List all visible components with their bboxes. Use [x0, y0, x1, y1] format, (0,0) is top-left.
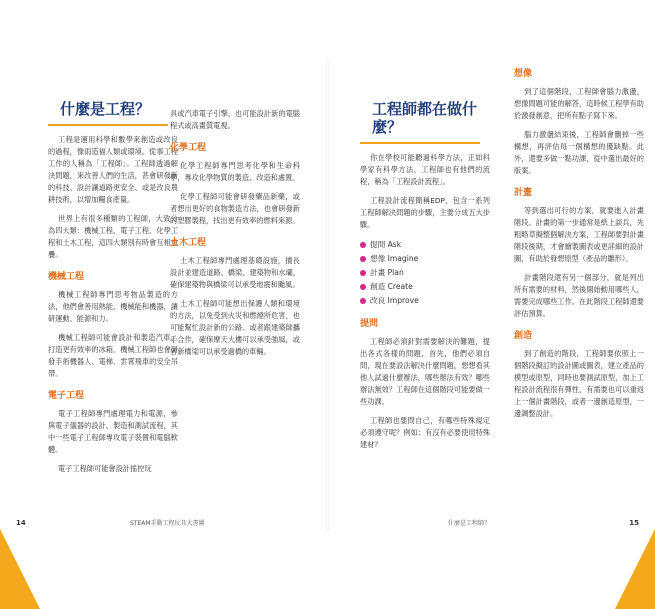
page-number: 15 [629, 519, 639, 527]
left-column-2 [170, 108, 300, 365]
step-label: 改良 Improve [370, 296, 419, 305]
section-heading: 想像 [514, 69, 533, 79]
section-heading: 土木工程 [170, 238, 207, 248]
running-footer: STEAM手動工程玩具大書圖 [130, 520, 205, 527]
step-label: 提問 Ask [370, 240, 402, 249]
paragraph: 腦力激盪結束後，工程師會刪掉一些構想，再評估每一個構想的優缺點。此外，還要多做一點功課，從中選出最好的版案。 [514, 130, 644, 175]
paragraph: 具或汽車電子引擎，也可能設計新的電腦程式或高畫質電視。 [170, 109, 300, 130]
corner-decoration [595, 469, 655, 609]
section-heading: 電子工程 [48, 391, 85, 401]
list-item [360, 280, 490, 294]
right-page [328, 0, 655, 609]
section-heading: 提問 [360, 319, 379, 329]
paragraph: 機械工程師專門思考物品製造的方法，他們會善用熱能、機械能和機器，讓研運動、能源和力。 [48, 290, 178, 323]
list-item [360, 238, 490, 252]
paragraph: 土木工程師專門處理基礎設施，擅長設計並建造道路、橋梁、建築物和水壩，確保建築物與橋梁可以承受地震和颱風。 [170, 256, 300, 289]
bullet-icon [360, 298, 366, 304]
title-underline [48, 124, 168, 126]
section-heading: 創造 [514, 331, 533, 341]
bullet-icon [360, 284, 366, 290]
paragraph: 化學工程師可能會研發藥品新藥，或者想出更好的食物製造方法，也會研發新的塑膠製程，找出更有效率的燃料來源。 [170, 192, 300, 225]
step-label: 創造 Create [370, 282, 413, 291]
page-title: 工程師都在做什麼？ [372, 100, 478, 136]
paragraph: 到了這個階段，工程師會腦力激盪，想像問題可能的解答，這時候工程學有助於激發創意，把所有點子寫下來。 [514, 87, 644, 120]
paragraph: 工程是運用科學和數學來創造或改良的過程，像雨造福人類或環境。從事工程工作的人稱為「工程師」。工程師透過解決問題，來改善人們的生活，甚會研發新的科技、設計讓道路更安全、或是改良農耕技術，以增加糧食產量。 [48, 135, 178, 204]
paragraph: 計畫階段還有另一個部分，就是列出所有需要的材料，然後開始動用哪些人，需要完成哪些工作。在此階段工程師還要評估預算。 [514, 273, 644, 318]
right-column-2 [514, 68, 644, 427]
paragraph: 電子工程師專門處理電力和電源，參與電子儀器的設計、製造和測試流程，其中一些電子工程師專攻電子裝置和電腦軟體。 [48, 409, 178, 454]
bullet-icon [360, 256, 366, 262]
right-column-1 [360, 100, 490, 458]
paragraph: 土木工程師可能想出保護人類和環境的方法，以免受到火災和燃燒所危害，也可能幫忙設計新的公路、或者跟建築師攜手合作，確保摩天大樓可以承受強風，或者新橋梁可以承受過橋的車輛。 [170, 299, 300, 356]
step-label: 想像 Imagine [370, 254, 419, 263]
left-page [0, 0, 327, 609]
paragraph: 化學工程師專門思考化學和生命科學，專攻化學物質的製造、改造和處置。 [170, 161, 300, 182]
paragraph: 你在學校可能聽過科學方法，正如科學家有科學方法，工程師也有他們的流程，稱為「工程設計流程」。 [360, 153, 490, 186]
paragraph: 工程師也要問自己，有哪些特殊規定必須遵守呢？例如：有沒有必要使用特殊建材？ [360, 416, 490, 449]
page-number: 14 [16, 519, 26, 527]
paragraph: 到了創造的階段，工程師要依照上一個階段擬訂的設計圖或圖表，建立產品的模型或原型，同時也要測試原型，加上工程設計流程很有彈性，有需要也可以重返上一個計畫階段，或者一邊創造原型，一邊調整設計。 [514, 349, 644, 418]
design-steps-list [360, 238, 490, 308]
section-heading: 計畫 [514, 188, 533, 198]
paragraph: 工程設計流程簡稱EDP，包含一系列工程師解決問題的步驟，主要分成五大步驟。 [360, 196, 490, 229]
bullet-icon [360, 242, 366, 248]
list-item [360, 252, 490, 266]
list-item [360, 294, 490, 308]
page-title: 什麼是工程？ [60, 100, 151, 118]
title-underline [360, 142, 480, 144]
running-footer: 什麼是工程師？ [448, 520, 491, 527]
left-column-1 [48, 100, 178, 482]
section-heading: 機械工程 [48, 272, 85, 282]
bullet-icon [360, 270, 366, 276]
paragraph: 等到選出可行的方案，就要進入計畫階段。計畫的第一步通常是紙上談兵，先粗略草擬整個解決方案，工程師要對計畫階段後期，才會繪製圖表或更詳細的設計圖，有助於發想原型（產品的雛形）。 [514, 206, 644, 263]
paragraph: 電子工程師可能會設計搖控玩 [58, 464, 152, 473]
paragraph: 機械工程師可能會設計和製造汽車，打造更有效率的冰箱。機械工程師也會研發手術機器人、電梯、雲霄飛車的安全吊帶。 [48, 333, 178, 378]
corner-decoration [0, 469, 60, 609]
step-label: 計畫 Plan [370, 268, 404, 277]
list-item [360, 266, 490, 280]
section-heading: 化學工程 [170, 143, 207, 153]
paragraph: 工程師必須針對需要解決的難題，提出各式各樣的問題，首先，他們必須自問，現在要設法解決什麼問題，想想看其他人試過什麼辦法，哪些辦法有效？哪些辦法無效？工程師在這個階段可能要做一些功課。 [360, 337, 490, 406]
paragraph: 世界上有很多種類的工程師，大致分為四大類：機械工程、電子工程、化學工程和土木工程，這四大類別有時會互相重疊。 [48, 214, 178, 259]
